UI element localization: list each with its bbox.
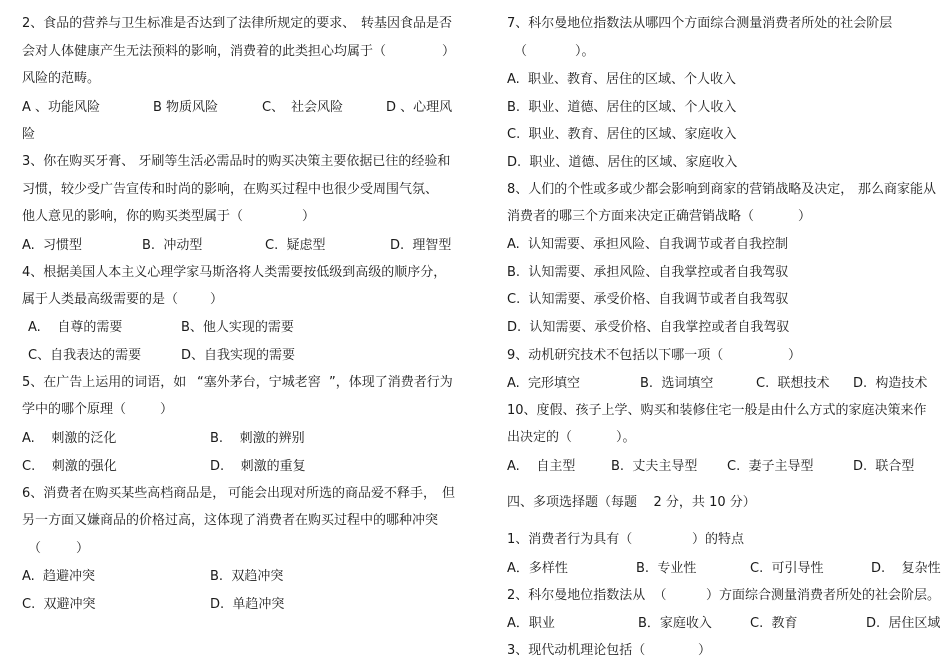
- q2-line1: 2、食品的营养与卫生标准是否达到了法律所规定的要求、: [22, 16, 356, 31]
- q9-option-d: D. 构造技术: [853, 376, 928, 391]
- q8-option-b: B. 认知需要、承担风险、自我掌控或者自我驾驭: [507, 265, 789, 280]
- q8-option-d: D. 认知需要、承受价格、自我掌控或者自我驾驭: [507, 320, 790, 335]
- q5-option-b: B. 刺激的辨别: [210, 431, 305, 446]
- q6-line2: 另一方面又嫌商品的价格过高，这体现了消费者在购买过程中的哪种冲突: [22, 513, 439, 528]
- q2-line2: 会对人体健康产生无法预料的影响，消费着的此类担心均属于（: [22, 44, 387, 59]
- q7-option-a: A. 职业、教育、居住的区域、个人收入: [507, 72, 737, 87]
- q7-option-d: D. 职业、道德、居住的区域、家庭收入: [507, 155, 738, 170]
- q8-option-a: A. 认知需要、承担风险、自我调节或者自我控制: [507, 237, 789, 252]
- q2-option-d: D 、心理风: [386, 100, 453, 115]
- q10-option-c: C. 妻子主导型: [727, 459, 814, 474]
- m1-option-d: D. 复杂性: [871, 561, 941, 576]
- q4-option-c: C、自我表达的需要: [28, 348, 142, 363]
- q4-option-d: D、自我实现的需要: [181, 348, 296, 363]
- q10-line2b: ）。: [616, 430, 636, 445]
- section-heading: 四、多项选择题（每题 2 分，共 10 分）: [507, 495, 756, 510]
- q3-option-a: A. 习惯型: [22, 238, 83, 253]
- q6-option-b: B. 双趋冲突: [210, 569, 284, 584]
- q3-option-c: C. 疑虑型: [265, 238, 326, 253]
- m2-line1b: ）方面综合测量消费者所处的社会阶层。: [706, 588, 941, 603]
- q5-line1: 5、在广告上运用的词语，如: [22, 375, 187, 390]
- q7-line2b: ）。: [575, 44, 595, 59]
- q8-line1: 8、人们的个性或多或少都会影响到商家的营销战略及决定，: [507, 182, 854, 197]
- q7-line1: 7、科尔曼地位指数法从哪四个方面综合测量消费者所处的社会阶层: [507, 16, 893, 31]
- m1-line1: 1、消费者行为具有（: [507, 532, 633, 547]
- m1-line1b: ）的特点: [692, 532, 745, 547]
- q2-option-c-text: 社会风险: [291, 100, 344, 115]
- q5-option-d: D. 刺激的重复: [210, 459, 306, 474]
- q2-line5: 险: [22, 127, 36, 142]
- q5-line1b: “塞外茅台，宁城老窖 ”，体现了消费者行为: [197, 375, 453, 390]
- m2-option-d: D. 居住区域: [866, 616, 941, 631]
- q2-option-a: A 、功能风险: [22, 100, 101, 115]
- q2-option-c: C、: [262, 100, 285, 115]
- m1-option-c: C. 可引导性: [750, 561, 824, 576]
- q3-line2: 习惯，较少受广告宣传和时尚的影响，在购买过程中也很少受周围气氛、: [22, 182, 439, 197]
- q3-option-d: D. 理智型: [390, 238, 452, 253]
- q4-option-a: A. 自尊的需要: [28, 320, 123, 335]
- q8-option-c: C. 认知需要、承受价格、自我调节或者自我驾驭: [507, 292, 789, 307]
- q4-option-b: B、他人实现的需要: [181, 320, 294, 335]
- q9-option-c: C. 联想技术: [756, 376, 830, 391]
- m1-option-a: A．多样性: [507, 561, 568, 576]
- q10-option-b: B. 丈夫主导型: [611, 459, 698, 474]
- q4-line2b: ）: [210, 292, 224, 307]
- q8-line2b: ）: [798, 209, 812, 224]
- q10-line2: 出决定的（: [507, 430, 573, 445]
- m1-option-b: B. 专业性: [636, 561, 697, 576]
- q6-line1b: 可能会出现对所选的商品爱不释手，: [228, 486, 437, 501]
- q8-line1b: 那么商家能从: [858, 182, 937, 197]
- q2-line1b: 转基因食品是否: [361, 16, 453, 31]
- q3-option-b: B. 冲动型: [142, 238, 203, 253]
- q9-line1b: ）: [788, 348, 802, 363]
- q4-line1: 4、根据美国人本主义心理学家马斯洛将人类需要按低级到高级的顺序分，: [22, 265, 447, 280]
- q7-option-c: C. 职业、教育、居住的区域、家庭收入: [507, 127, 737, 142]
- q10-line1: 10、度假、孩子上学、购买和装修住宅一般是由什么方式的家庭决策来作: [507, 403, 927, 418]
- q9-option-b: B. 选词填空: [640, 376, 714, 391]
- m2-option-a: A．职业: [507, 616, 555, 631]
- q6-line3b: ）: [76, 541, 90, 556]
- m2-option-c: C. 教育: [750, 616, 798, 631]
- q3-line1: 3、你在购买牙膏、 牙刷等生活必需品时的购买决策主要依据已往的经验和: [22, 154, 451, 169]
- q9-line1: 9、动机研究技术不包括以下哪一项（: [507, 348, 724, 363]
- q8-line2: 消费者的哪三个方面来决定正确营销战略（: [507, 209, 755, 224]
- m2-option-b: B．家庭收入: [638, 616, 712, 631]
- q6-option-a: A. 趋避冲突: [22, 569, 96, 584]
- q7-line2: （: [514, 44, 528, 59]
- q5-line2b: ）: [160, 402, 174, 417]
- q3-line3b: ）: [302, 209, 316, 224]
- q10-option-d: D. 联合型: [853, 459, 915, 474]
- q4-line2: 属于人类最高级需要的是（: [22, 292, 179, 307]
- q6-option-d: D. 单趋冲突: [210, 597, 285, 612]
- m3-line1b: ）: [698, 643, 712, 658]
- q10-option-a: A. 自主型: [507, 459, 576, 474]
- q5-line2: 学中的哪个原理（: [22, 402, 127, 417]
- q3-line3: 他人意见的影响，你的购买类型属于（: [22, 209, 244, 224]
- m3-line1: 3、现代动机理论包括（: [507, 643, 646, 658]
- q6-option-c: C. 双避冲突: [22, 597, 96, 612]
- q6-line1c: 但: [442, 486, 456, 501]
- q7-option-b: B. 职业、道德、居住的区域、个人收入: [507, 100, 737, 115]
- m2-line1: 2、科尔曼地位指数法从 （: [507, 588, 667, 603]
- q2-option-b: B 物质风险: [153, 100, 219, 115]
- q2-line3: 风险的范畴。: [22, 71, 101, 86]
- q2-line2b: ）: [442, 44, 456, 59]
- q6-line3: （: [28, 541, 42, 556]
- q5-option-c: C. 刺激的强化: [22, 459, 117, 474]
- q5-option-a: A. 刺激的泛化: [22, 431, 117, 446]
- q9-option-a: A. 完形填空: [507, 376, 581, 391]
- q6-line1: 6、消费者在购买某些高档商品是，: [22, 486, 226, 501]
